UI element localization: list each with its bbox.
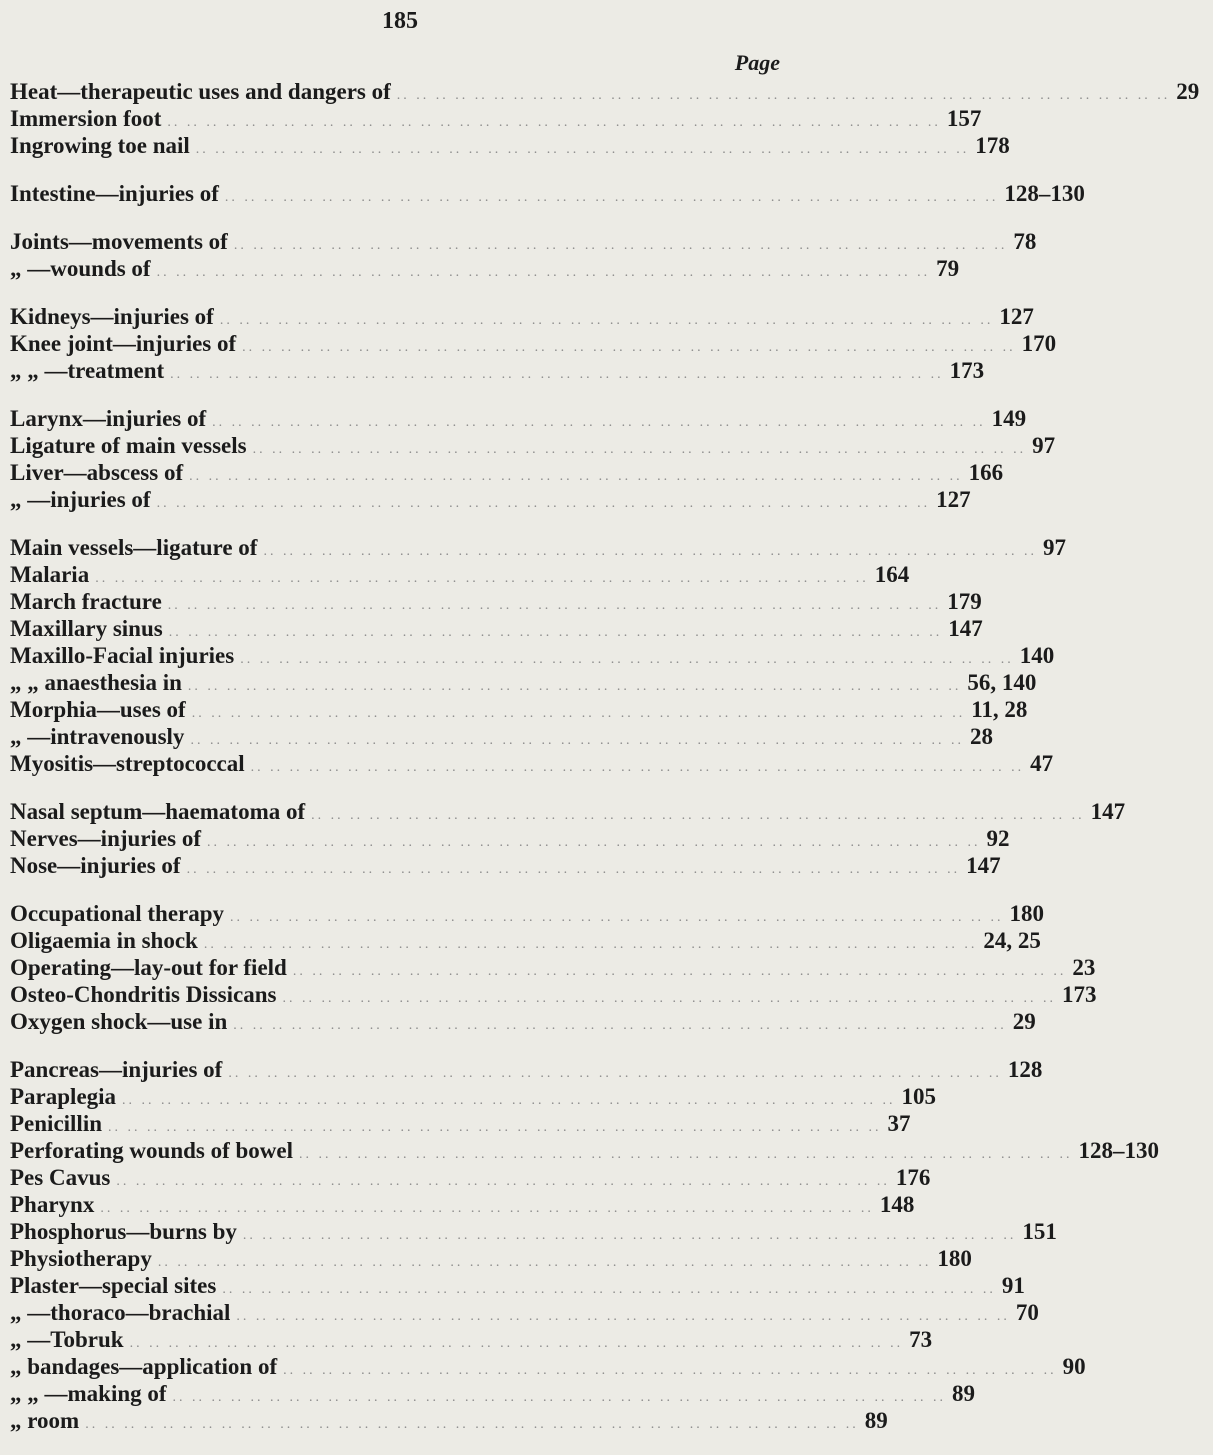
entry-label: Oxygen shock—use in	[10, 1009, 228, 1034]
dot-leader: .. .. .. .. .. .. .. .. .. .. .. .. .. .. .. .. .. .. .. .. .. .. .. .. .. .. .. .. .. .. .. .. .. .. .. .. .. .. .. ..	[228, 1066, 1002, 1081]
dot-leader: .. .. .. .. .. .. .. .. .. .. .. .. .. .. .. .. .. .. .. .. .. .. .. .. .. .. .. .. .. .. .. .. .. .. .. .. .. .. .. ..	[116, 1174, 890, 1189]
index-entry	[10, 825, 1010, 852]
entry-page: 97	[1042, 535, 1066, 560]
index-group	[10, 534, 1066, 777]
entry-label: „ bandages—application of	[10, 1354, 278, 1379]
entry-label: Larynx—injuries of	[10, 406, 207, 431]
entry-label: Maxillary sinus	[10, 616, 163, 641]
index-entry	[10, 1326, 933, 1353]
entry-label: Plaster—special sites	[10, 1273, 217, 1298]
dot-leader: .. .. .. .. .. .. .. .. .. .. .. .. .. .. .. .. .. .. .. .. .. .. .. .. .. .. .. .. .. .. .. .. .. .. .. .. .. .. .. ..	[157, 1255, 932, 1270]
entry-label: Perforating wounds of bowel	[10, 1138, 294, 1163]
dot-leader: .. .. .. .. .. .. .. .. .. .. .. .. .. .. .. .. .. .. .. .. .. .. .. .. .. .. .. .. .. .. .. .. .. .. .. .. .. .. .. ..	[207, 835, 981, 850]
entry-label: Kidneys—injuries of	[10, 304, 214, 329]
entry-page: 97	[1032, 433, 1056, 458]
entry-label: Heat—therapeutic uses and dangers of	[10, 79, 391, 104]
index-entry	[10, 750, 1054, 777]
dot-leader: .. .. .. .. .. .. .. .. .. .. .. .. .. .. .. .. .. .. .. .. .. .. .. .. .. .. .. .. .. .. .. .. .. .. .. .. .. .. .. ..	[240, 652, 1014, 667]
dot-leader: .. .. .. .. .. .. .. .. .. .. .. .. .. .. .. .. .. .. .. .. .. .. .. .. .. .. .. .. .. .. .. .. .. .. .. .. .. .. .. ..	[263, 544, 1037, 559]
index-entry	[10, 1083, 937, 1110]
entry-label: Phosphorus—burns by	[10, 1219, 237, 1244]
entry-page: 149	[991, 406, 1027, 431]
entry-label: „ —intravenously	[10, 724, 185, 749]
index-group	[10, 180, 1085, 207]
dot-leader: .. .. .. .. .. .. .. .. .. .. .. .. .. .. .. .. .. .. .. .. .. .. .. .. .. .. .. .. .. .. .. .. .. .. .. .. .. .. .. ..	[222, 1282, 996, 1297]
entry-label: Nose—injuries of	[10, 853, 181, 878]
index-entry	[10, 303, 1034, 330]
entry-label: Malaria	[10, 562, 90, 587]
index-entry	[10, 132, 1010, 159]
entry-page: 178	[975, 133, 1010, 158]
index-group	[10, 78, 1200, 159]
entry-label: Knee joint—injuries of	[10, 331, 237, 356]
entry-page: 128	[1007, 1057, 1043, 1082]
index-entry	[10, 534, 1066, 561]
entry-label: Immersion foot	[10, 106, 162, 131]
dot-leader: .. .. .. .. .. .. .. .. .. .. .. .. .. .. .. .. .. .. .. .. .. .. .. .. .. .. .. .. .. .. .. .. .. .. .. .. .. .. .. ..	[219, 313, 994, 328]
index-entry	[10, 1299, 1039, 1326]
dot-leader: .. .. .. .. .. .. .. .. .. .. .. .. .. .. .. .. .. .. .. .. .. .. .. .. .. .. .. .. .. .. .. .. .. .. .. .. .. .. .. ..	[191, 706, 966, 721]
entry-page: 78	[1013, 229, 1037, 254]
dot-leader: .. .. .. .. .. .. .. .. .. .. .. .. .. .. .. .. .. .. .. .. .. .. .. .. .. .. .. .. .. .. .. .. .. .. .. .. .. .. .. ..	[250, 760, 1025, 775]
index-group	[10, 228, 1037, 282]
dot-leader: .. .. .. .. .. .. .. .. .. .. .. .. .. .. .. .. .. .. .. .. .. .. .. .. .. .. .. .. .. .. .. .. .. .. .. .. .. .. .. ..	[242, 340, 1016, 355]
dot-leader: .. .. .. .. .. .. .. .. .. .. .. .. .. .. .. .. .. .. .. .. .. .. .. .. .. .. .. .. .. .. .. .. .. .. .. .. .. .. .. ..	[195, 142, 970, 157]
index-entry	[10, 588, 982, 615]
entry-page: 127	[936, 487, 971, 512]
index-entry	[10, 357, 985, 384]
dot-leader: .. .. .. .. .. .. .. .. .. .. .. .. .. .. .. .. .. .. .. .. .. .. .. .. .. .. .. .. .. .. .. .. .. .. .. .. .. .. .. ..	[100, 1201, 874, 1216]
entry-page: 79	[936, 256, 960, 281]
index-group	[10, 303, 1057, 384]
index-group	[10, 900, 1097, 1035]
entry-page: 128–130	[1004, 181, 1085, 206]
entry-page: 147	[948, 616, 983, 641]
entry-page: 179	[947, 589, 982, 614]
dot-leader: .. .. .. .. .. .. .. .. .. .. .. .. .. .. .. .. .. .. .. .. .. .. .. .. .. .. .. .. .. .. .. .. .. .. .. .. .. .. .. ..	[283, 1363, 1057, 1378]
index-entry	[10, 459, 1004, 486]
index-entry	[10, 1137, 1160, 1164]
entry-page: 180	[1009, 901, 1045, 926]
entry-label: Operating—lay-out for field	[10, 955, 287, 980]
entry-page: 28	[969, 724, 993, 749]
entry-label: Occupational therapy	[10, 901, 225, 926]
entry-page: 29	[1012, 1009, 1036, 1034]
index-entry	[10, 981, 1097, 1008]
dot-leader: .. .. .. .. .. .. .. .. .. .. .. .. .. .. .. .. .. .. .. .. .. .. .. .. .. .. .. .. .. .. .. .. .. .. .. .. .. .. .. ..	[224, 190, 999, 205]
dot-leader: .. .. .. .. .. .. .. .. .. .. .. .. .. .. .. .. .. .. .. .. .. .. .. .. .. .. .. .. .. .. .. .. .. .. .. .. .. .. .. ..	[187, 679, 962, 694]
entry-label: Pharynx	[10, 1192, 95, 1217]
dot-leader: .. .. .. .. .. .. .. .. .. .. .. .. .. .. .. .. .. .. .. .. .. .. .. .. .. .. .. .. .. .. .. .. .. .. .. .. .. .. .. ..	[95, 571, 869, 586]
entry-label: Paraplegia	[10, 1084, 117, 1109]
index-entry	[10, 642, 1055, 669]
entry-page: 164	[874, 562, 910, 587]
entry-label: Ligature of main vessels	[10, 433, 247, 458]
index-entry	[10, 255, 960, 282]
entry-label: Physiotherapy	[10, 1246, 152, 1271]
entry-page: 147	[1090, 799, 1126, 824]
entry-label: „ —injuries of	[10, 487, 151, 512]
entry-page: 29	[1176, 79, 1200, 104]
index-entry	[10, 1353, 1086, 1380]
dot-leader: .. .. .. .. .. .. .. .. .. .. .. .. .. .. .. .. .. .. .. .. .. .. .. .. .. .. .. .. .. .. .. .. .. .. .. .. .. .. .. ..	[189, 469, 963, 484]
index-list	[10, 78, 1200, 1455]
entry-page: 92	[986, 826, 1010, 851]
dot-leader: .. .. .. .. .. .. .. .. .. .. .. .. .. .. .. .. .. .. .. .. .. .. .. .. .. .. .. .. .. .. .. .. .. .. .. .. .. .. .. ..	[233, 1018, 1007, 1033]
entry-label: Morphia—uses of	[10, 697, 186, 722]
entry-page: 180	[937, 1246, 972, 1271]
entry-page: 70	[1015, 1300, 1039, 1325]
page-column-header: Page	[734, 50, 780, 75]
entry-label: Osteo-Chondritis Dissicans	[10, 982, 277, 1007]
index-group	[10, 405, 1056, 513]
entry-label: „ „ —treatment	[10, 358, 165, 383]
entry-label: Nasal septum—haematoma of	[10, 799, 306, 824]
dot-leader: .. .. .. .. .. .. .. .. .. .. .. .. .. .. .. .. .. .. .. .. .. .. .. .. .. .. .. .. .. .. .. .. .. .. .. .. .. .. .. ..	[190, 733, 964, 748]
dot-leader: .. .. .. .. .. .. .. .. .. .. .. .. .. .. .. .. .. .. .. .. .. .. .. .. .. .. .. .. .. .. .. .. .. .. .. .. .. .. .. ..	[242, 1228, 1017, 1243]
index-entry	[10, 1245, 972, 1272]
entry-page: 73	[909, 1327, 933, 1352]
index-entry	[10, 927, 1041, 954]
entry-label: „ —Tobruk	[10, 1327, 124, 1352]
entry-page: 56, 140	[967, 670, 1037, 695]
dot-leader: .. .. .. .. .. .. .. .. .. .. .. .. .. .. .. .. .. .. .. .. .. .. .. .. .. .. .. .. .. .. .. .. .. .. .. .. .. .. .. ..	[167, 598, 942, 613]
index-entry	[10, 1056, 1043, 1083]
dot-leader: .. .. .. .. .. .. .. .. .. .. .. .. .. .. .. .. .. .. .. .. .. .. .. .. .. .. .. .. .. .. .. .. .. .. .. .. .. .. .. ..	[203, 937, 978, 952]
entry-label: Pes Cavus	[10, 1165, 111, 1190]
entry-page: 24, 25	[983, 928, 1041, 953]
index-entry	[10, 696, 1028, 723]
entry-label: Liver—abscess of	[10, 460, 184, 485]
entry-page: 128–130	[1078, 1138, 1160, 1163]
entry-page: 127	[999, 304, 1034, 329]
index-entry	[10, 852, 1001, 879]
entry-label: Pancreas—injuries of	[10, 1057, 223, 1082]
entry-page: 166	[968, 460, 1004, 485]
index-entry	[10, 228, 1037, 255]
dot-leader: .. .. .. .. .. .. .. .. .. .. .. .. .. .. .. .. .. .. .. .. .. .. .. .. .. .. .. .. .. .. .. .. .. .. .. .. .. .. .. ..	[156, 496, 931, 511]
dot-leader: .. .. .. .. .. .. .. .. .. .. .. .. .. .. .. .. .. .. .. .. .. .. .. .. .. .. .. .. .. .. .. .. .. .. .. .. .. .. .. ..	[168, 625, 943, 640]
dot-leader: .. .. .. .. .. .. .. .. .. .. .. .. .. .. .. .. .. .. .. .. .. .. .. .. .. .. .. .. .. .. .. .. .. .. .. .. .. .. .. ..	[167, 115, 941, 130]
dot-leader: .. .. .. .. .. .. .. .. .. .. .. .. .. .. .. .. .. .. .. .. .. .. .. .. .. .. .. .. .. .. .. .. .. .. .. .. .. .. .. ..	[396, 88, 1171, 103]
index-group	[10, 1056, 1160, 1434]
entry-page: 91	[1001, 1273, 1025, 1298]
index-entry	[10, 954, 1096, 981]
entry-label: „ —thoraco—brachial	[10, 1300, 231, 1325]
dot-leader: .. .. .. .. .. .. .. .. .. .. .. .. .. .. .. .. .. .. .. .. .. .. .. .. .. .. .. .. .. .. .. .. .. .. .. .. .. .. .. ..	[170, 367, 944, 382]
entry-page: 148	[879, 1192, 915, 1217]
dot-leader: .. .. .. .. .. .. .. .. .. .. .. .. .. .. .. .. .. .. .. .. .. .. .. .. .. .. .. .. .. .. .. .. .. .. .. .. .. .. .. ..	[236, 1309, 1010, 1324]
dot-leader: .. .. .. .. .. .. .. .. .. .. .. .. .. .. .. .. .. .. .. .. .. .. .. .. .. .. .. .. .. .. .. .. .. .. .. .. .. .. .. ..	[233, 238, 1008, 253]
index-entry	[10, 561, 910, 588]
index-entry	[10, 1380, 976, 1407]
index-entry	[10, 105, 982, 132]
index-entry	[10, 669, 1037, 696]
entry-label: Nerves—injuries of	[10, 826, 201, 851]
dot-leader: .. .. .. .. .. .. .. .. .. .. .. .. .. .. .. .. .. .. .. .. .. .. .. .. .. .. .. .. .. .. .. .. .. .. .. .. .. .. .. ..	[129, 1336, 904, 1351]
dot-leader: .. .. .. .. .. .. .. .. .. .. .. .. .. .. .. .. .. .. .. .. .. .. .. .. .. .. .. .. .. .. .. .. .. .. .. .. .. .. .. ..	[156, 265, 931, 280]
index-entry	[10, 1407, 888, 1434]
index-entry	[10, 1110, 911, 1137]
dot-leader: .. .. .. .. .. .. .. .. .. .. .. .. .. .. .. .. .. .. .. .. .. .. .. .. .. .. .. .. .. .. .. .. .. .. .. .. .. .. .. ..	[108, 1120, 882, 1135]
entry-label: Penicillin	[10, 1111, 102, 1136]
index-entry	[10, 723, 993, 750]
entry-label: Maxillo-Facial injuries	[10, 643, 235, 668]
dot-leader: .. .. .. .. .. .. .. .. .. .. .. .. .. .. .. .. .. .. .. .. .. .. .. .. .. .. .. .. .. .. .. .. .. .. .. .. .. .. .. ..	[85, 1417, 859, 1432]
entry-label: Intestine—injuries of	[10, 181, 219, 206]
entry-page: 176	[895, 1165, 931, 1190]
entry-page: 11, 28	[971, 697, 1028, 722]
index-entry	[10, 78, 1200, 105]
dot-leader: .. .. .. .. .. .. .. .. .. .. .. .. .. .. .. .. .. .. .. .. .. .. .. .. .. .. .. .. .. .. .. .. .. .. .. .. .. .. .. ..	[252, 442, 1027, 457]
entry-page: 140	[1019, 643, 1055, 668]
index-entry	[10, 798, 1126, 825]
index-entry	[10, 432, 1056, 459]
dot-leader: .. .. .. .. .. .. .. .. .. .. .. .. .. .. .. .. .. .. .. .. .. .. .. .. .. .. .. .. .. .. .. .. .. .. .. .. .. .. .. ..	[122, 1093, 896, 1108]
entry-page: 23	[1072, 955, 1096, 980]
entry-page: 37	[887, 1111, 911, 1136]
index-entry	[10, 1191, 915, 1218]
dot-leader: .. .. .. .. .. .. .. .. .. .. .. .. .. .. .. .. .. .. .. .. .. .. .. .. .. .. .. .. .. .. .. .. .. .. .. .. .. .. .. ..	[212, 415, 986, 430]
entry-label: Oligaemia in shock	[10, 928, 198, 953]
entry-label: Main vessels—ligature of	[10, 535, 258, 560]
dot-leader: .. .. .. .. .. .. .. .. .. .. .. .. .. .. .. .. .. .. .. .. .. .. .. .. .. .. .. .. .. .. .. .. .. .. .. .. .. .. .. ..	[292, 964, 1067, 979]
dot-leader: .. .. .. .. .. .. .. .. .. .. .. .. .. .. .. .. .. .. .. .. .. .. .. .. .. .. .. .. .. .. .. .. .. .. .. .. .. .. .. ..	[299, 1147, 1073, 1162]
index-entry	[10, 615, 983, 642]
dot-leader: .. .. .. .. .. .. .. .. .. .. .. .. .. .. .. .. .. .. .. .. .. .. .. .. .. .. .. .. .. .. .. .. .. .. .. .. .. .. .. ..	[230, 910, 1004, 925]
index-entry	[10, 180, 1085, 207]
entry-page: 170	[1021, 331, 1057, 356]
entry-page: 47	[1030, 751, 1054, 776]
entry-page: 147	[966, 853, 1001, 878]
index-entry	[10, 1008, 1036, 1035]
entry-page: 89	[952, 1381, 976, 1406]
entry-label: Ingrowing toe nail	[10, 133, 190, 158]
dot-leader: .. .. .. .. .. .. .. .. .. .. .. .. .. .. .. .. .. .. .. .. .. .. .. .. .. .. .. .. .. .. .. .. .. .. .. .. .. .. .. ..	[311, 808, 1085, 823]
dot-leader: .. .. .. .. .. .. .. .. .. .. .. .. .. .. .. .. .. .. .. .. .. .. .. .. .. .. .. .. .. .. .. .. .. .. .. .. .. .. .. ..	[172, 1390, 947, 1405]
entry-label: March fracture	[10, 589, 162, 614]
entry-label: Joints—movements of	[10, 229, 228, 254]
entry-page: 157	[946, 106, 982, 131]
dot-leader: .. .. .. .. .. .. .. .. .. .. .. .. .. .. .. .. .. .. .. .. .. .. .. .. .. .. .. .. .. .. .. .. .. .. .. .. .. .. .. ..	[186, 862, 961, 877]
index-entry	[10, 330, 1057, 357]
index-entry	[10, 900, 1045, 927]
dot-leader: .. .. .. .. .. .. .. .. .. .. .. .. .. .. .. .. .. .. .. .. .. .. .. .. .. .. .. .. .. .. .. .. .. .. .. .. .. .. .. ..	[282, 991, 1056, 1006]
entry-label: „ „ —making of	[10, 1381, 167, 1406]
entry-page: 151	[1022, 1219, 1057, 1244]
page-number: 185	[382, 8, 418, 34]
index-entry	[10, 405, 1027, 432]
entry-label: „ —wounds of	[10, 256, 151, 281]
entry-page: 105	[901, 1084, 937, 1109]
entry-label: Myositis—streptococcal	[10, 751, 245, 776]
index-entry	[10, 486, 971, 513]
entry-page: 89	[864, 1408, 888, 1433]
index-entry	[10, 1164, 931, 1191]
index-group	[10, 798, 1126, 879]
entry-page: 173	[1061, 982, 1097, 1007]
entry-page: 173	[949, 358, 985, 383]
index-entry	[10, 1218, 1057, 1245]
entry-label: „ „ anaesthesia in	[10, 670, 182, 695]
entry-page: 90	[1062, 1354, 1086, 1379]
index-entry	[10, 1272, 1025, 1299]
entry-label: „ room	[10, 1408, 80, 1433]
